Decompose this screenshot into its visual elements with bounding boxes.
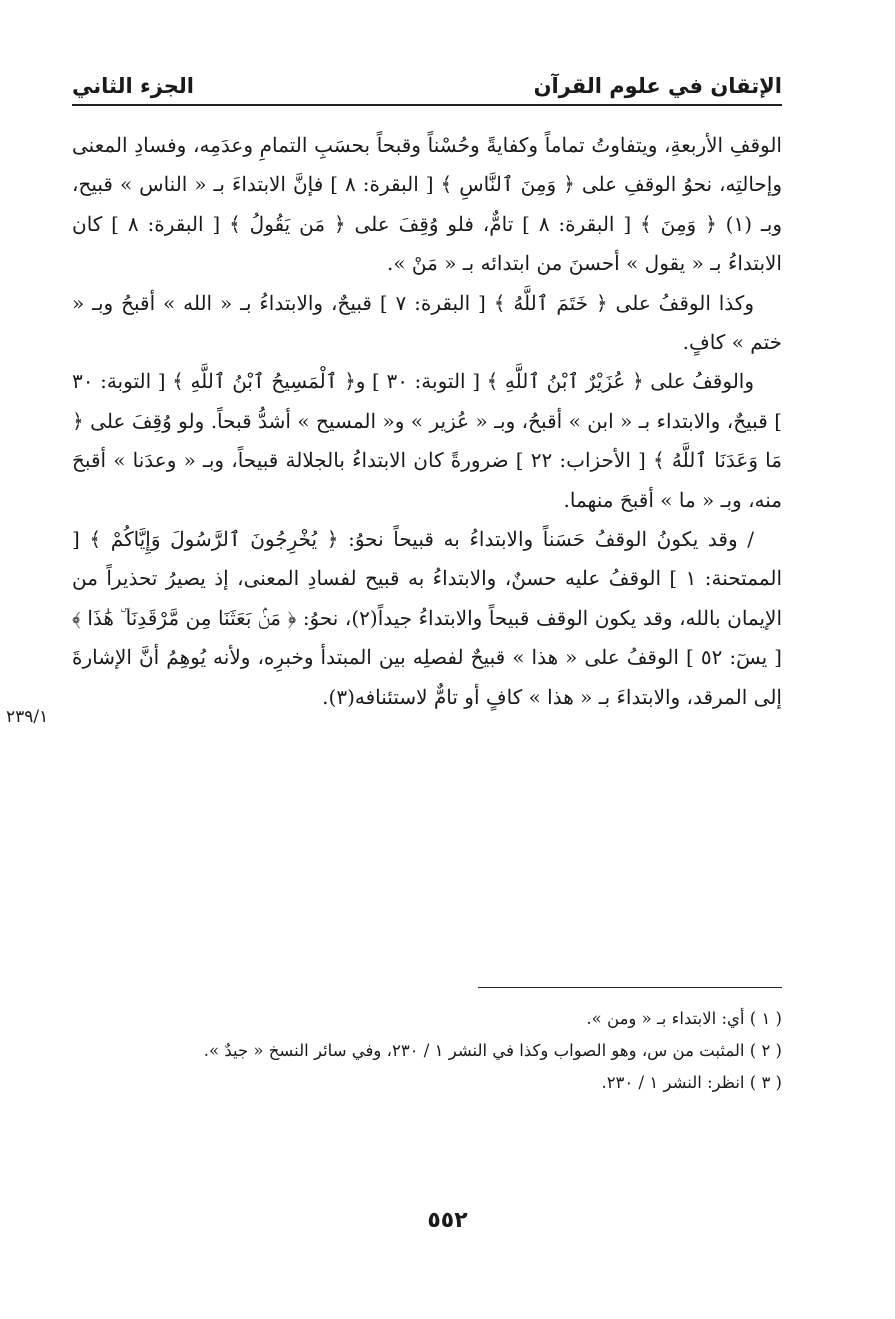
footnote-item: ( ٢ ) المثبت من س، وهو الصواب وكذا في النشر ١ / ٢٣٠، وفي سائر النسخ « جيدٌ ».: [203, 1041, 782, 1060]
page-number: ٥٥٢: [427, 1208, 468, 1233]
footnotes: [72, 1003, 782, 1099]
paragraph: الوقفِ الأربعةِ، ويتفاوتُ تماماً وكفايةً وحُسْناً وقبحاً بحسَبِ التمامِ وعدَمِه، وفسادِ المعنى وإحالتِه، نحوُ الوقفِ على ﴿ وَمِنَ ٱلنَّاسِ ﴾ [ البقرة: ٨ ] فإنَّ الابتداءَ بـ « الناس » قبيح، وبـ (١) ﴿ وَمِنَ ﴾ [ البقرة: ٨ ] تامٌّ، فلو وُقِفَ على ﴿ مَن يَقُولُ ﴾ [ البقرة: ٨ ] كان الابتداءُ بـ « يقول » أحسنَ من ابتدائه بـ « مَنْ ».: [72, 133, 783, 276]
book-title: الإتقان في علوم القرآن: [533, 74, 782, 98]
paragraph: وكذا الوقفُ على ﴿ خَتَمَ ٱللَّهُ ﴾ [ البقرة: ٧ ] قبيحٌ، والابتداءُ بـ « الله » أقبحُ وبـ « ختم » كافٍ.: [72, 290, 782, 355]
footnote-item: ( ٣ ) انظر: النشر ١ / ٢٣٠.: [601, 1073, 782, 1092]
volume-label: الجزء الثاني: [72, 74, 195, 98]
paragraph: والوقفُ على ﴿ عُزَيْرٌ ٱبْنُ ٱللَّهِ ﴾ [ التوبة: ٣٠ ] و﴿ ٱلْمَسِيحُ ٱبْنُ ٱللَّهِ ﴾ [ التوبة: ٣٠ ] قبيحٌ، والابتداء بـ « ابن » أقبحُ، وبـ « عُزير » و« المسيح » أشدُّ قبحاً. ولو وُقِفَ على ﴿ مَا وَعَدَنَا ٱللَّهُ ﴾ [ الأحزاب: ٢٢ ] ضرورةً كان الابتداءُ بالجلالة قبيحاً، وبـ « وعدَنا » أقبحَ منه، وبـ « ما » أقبحَ منهما.: [72, 369, 782, 512]
running-header: [72, 58, 782, 98]
header-divider: [72, 104, 782, 106]
margin-reference: ٢٣٩/١: [6, 707, 49, 727]
paragraph: / وقد يكونُ الوقفُ حَسَناً والابتداءُ به قبيحاً نحوُ: ﴿ يُخْرِجُونَ ٱلرَّسُولَ وَإِيَّاكُمْ ﴾ [ الممتحنة: ١ ] الوقفُ عليه حسنٌ، والابتداءُ به قبيح لفسادِ المعنى، إذ يصيرُ تحذيراً من الإيمان بالله، وقد يكون الوقف قبيحاً والابتداءُ جيداً(٢)، نحوُ: ﴿ مَنۢ بَعَثَنَا مِن مَّرْقَدِنَا ۜ هَٰذَا ﴾ [ يسٓ: ٥٢ ] الوقفُ على « هذا » قبيحٌ لفصلِه بين المبتدأ وخبرِه، ولأنه يُوهِمُ أنَّ الإشارةَ إلى المرقد، والابتداءَ بـ « هذا » كافٍ أو تامٌّ لاستئنافه(٣).: [72, 527, 783, 709]
footnote-item: ( ١ ) أي: الابتداء بـ « ومن ».: [586, 1009, 782, 1028]
footnote-divider: [478, 987, 782, 988]
main-text: [72, 126, 782, 717]
